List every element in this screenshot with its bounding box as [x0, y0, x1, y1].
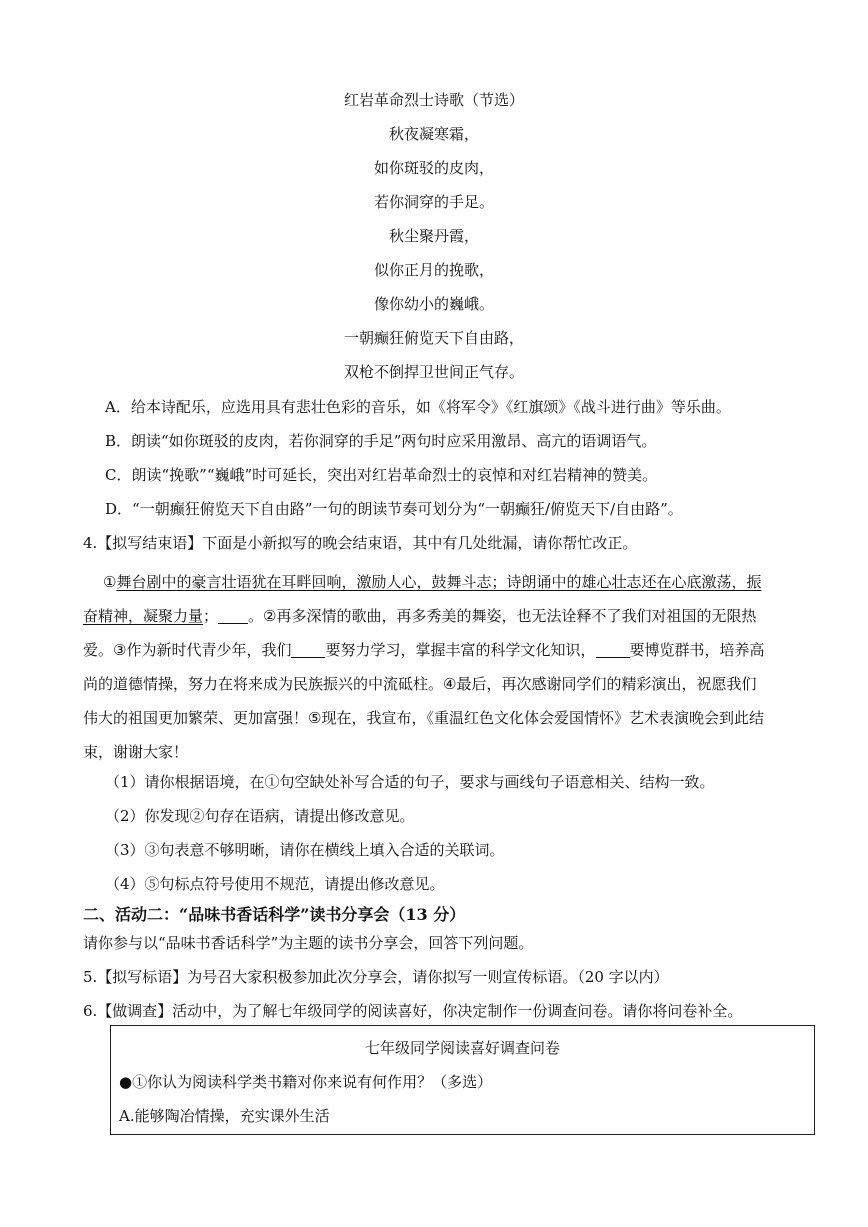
section-2-intro: 请你参与以“品味书香话科学”为主题的读书分享会，回答下列问题。: [83, 934, 534, 952]
sentence-3: 作为新时代青少年，我们: [126, 641, 292, 659]
poem-line: 秋尘聚丹霞，: [388, 227, 479, 245]
subquestion-2: （2）你发现②句存在语病，请提出修改意见。: [105, 807, 415, 825]
poem-line: 像你幼小的巍峨。: [373, 295, 494, 313]
survey-title: 七年级同学阅读喜好调查问卷: [364, 1039, 560, 1057]
circled-5: ⑤: [308, 709, 322, 727]
subquestion-3: （3）③句表意不够明晰，请你在横线上填入合适的关联词。: [105, 841, 505, 859]
section-2-heading: 二、活动二：“品味书香话科学”读书分享会（13 分）: [83, 905, 466, 924]
poem-line: 双枪不倒捍卫世间正气存。: [343, 363, 524, 381]
sentence-4: 最后，再次感谢同学们的精彩演出，祝愿我们: [456, 675, 757, 693]
option-c: C．朗读“挽歌”“巍峨”时可延长，突出对红岩革命烈士的哀悼和对红岩精神的赞美。: [105, 466, 658, 484]
passage-row: [83, 735, 819, 769]
poem: [0, 88, 868, 394]
question-4-subquestions: [105, 770, 845, 906]
survey-question-1: ●①你认为阅读科学类书籍对你来说有何作用？（多选）: [119, 1073, 493, 1091]
poem-line: 若你洞穿的手足。: [373, 193, 494, 211]
circled-2: ②: [263, 607, 277, 625]
poem-title: 红岩革命烈士诗歌（节选）: [343, 91, 524, 109]
sentence-3: 要博览群书，培养高: [629, 641, 765, 659]
passage-row: [83, 667, 819, 701]
circled-1: ①: [103, 573, 117, 591]
option-b: B．朗读“如你斑驳的皮肉，若你洞穿的手足”两句时应采用激昂、高亢的语调语气。: [105, 432, 657, 450]
subquestion-4: （4）⑤句标点符号使用不规范，请提出修改意见。: [105, 875, 445, 893]
question-6: 6.【做调查】活动中，为了解七年级同学的阅读喜好，你决定制作一份调查问卷。请你将问卷补全。: [83, 1002, 743, 1020]
poem-line: 似你正月的挽歌，: [373, 261, 494, 279]
answer-options: [105, 395, 845, 531]
passage-row: [83, 701, 819, 735]
subquestion-1: （1）请你根据语境，在①句空缺处补写合适的句子，要求与画线句子语意相关、结构一致。: [105, 773, 715, 791]
blank-line: [218, 605, 248, 624]
sentence-2: 再多深情的歌曲，再多秀美的舞姿，也无法诠释不了我们对祖国的无限热: [276, 607, 757, 625]
passage-row: [83, 633, 819, 667]
poem-line: 如你斑驳的皮肉，: [373, 159, 494, 177]
passage-row: [83, 599, 819, 633]
punctuation: 。: [248, 607, 264, 625]
circled-3: ③: [113, 641, 127, 659]
closing-speech-passage: [83, 565, 819, 769]
survey-box: [110, 1025, 815, 1135]
poem-line: 一朝癫狂俯览天下自由路，: [343, 329, 524, 347]
sentence-5: 现在，我宣布，《重温红色文化体会爱国情怀》艺术表演晚会到此结: [321, 709, 764, 727]
circled-4: ④: [443, 675, 457, 693]
sentence-3: 要努力学习，掌握丰富的科学文化知识，: [325, 641, 596, 659]
option-d: D．“一朝癫狂俯览天下自由路”一句的朗读节奏可划分为“一朝癫狂/俯览天下/自由路”。: [105, 500, 683, 518]
blank-line: [291, 639, 325, 658]
sentence-3-end: 尚的道德情操，努力在将来成为民族振兴的中流砥柱。: [83, 675, 444, 693]
poem-line: 秋夜凝寒霜，: [388, 125, 479, 143]
sentence-5-end: 束，谢谢大家！: [83, 743, 189, 761]
underlined-sentence: 舞台剧中的豪言壮语犹在耳畔回响，激励人心，鼓舞斗志；诗朗诵中的雄心壮志还在心底激荡，振: [116, 573, 762, 591]
sentence-4-end: 伟大的祖国更加繁荣、更加富强！: [83, 709, 309, 727]
sentence-2-end: 爱。: [83, 641, 114, 659]
passage-row: [83, 565, 819, 599]
question-5: 5.【拟写标语】为号召大家积极参加此次分享会，请你拟写一则宣传标语。（20 字以内）: [83, 968, 669, 986]
question-4-stem: 4.【拟写结束语】下面是小新拟写的晚会结束语，其中有几处纰漏，请你帮忙改正。: [83, 534, 638, 552]
blank-line: [596, 639, 630, 658]
option-a: A．给本诗配乐，应选用具有悲壮色彩的音乐，如《将军令》《红旗颂》《战斗进行曲》等乐曲。: [105, 398, 731, 416]
underlined-sentence: 奋精神，凝聚力量: [83, 607, 204, 625]
punctuation: ；: [203, 607, 219, 625]
survey-option-a: A.能够陶冶情操，充实课外生活: [119, 1107, 330, 1125]
